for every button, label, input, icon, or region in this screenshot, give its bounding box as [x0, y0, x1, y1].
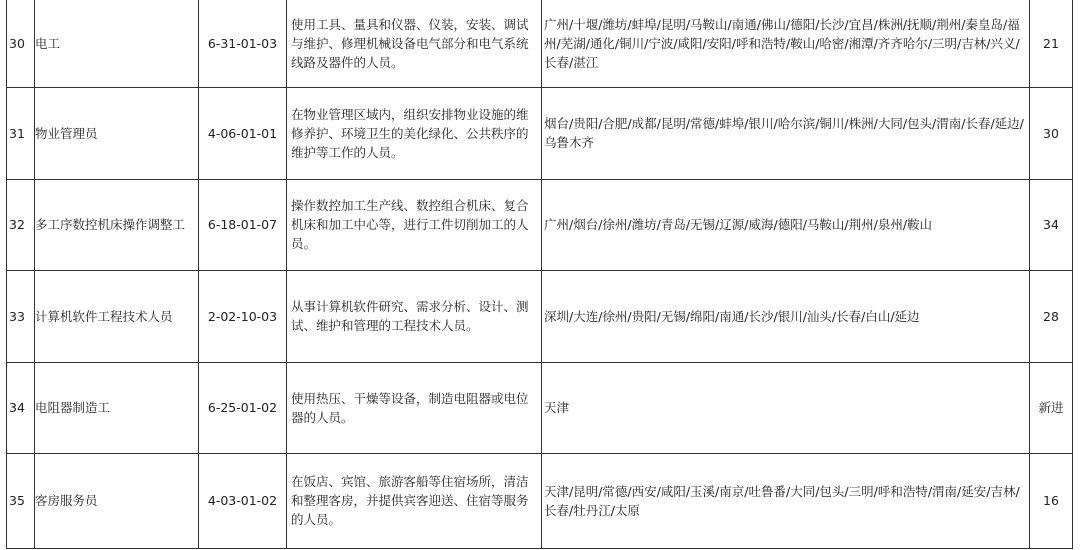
table-row: [7, 0, 1073, 87]
occupation-description: 从事计算机软件研究、需求分析、设计、测试、维护和管理的工程技术人员。: [287, 270, 542, 362]
occupation-name: 多工序数控机床操作调整工: [35, 179, 199, 270]
ranking-value: 30: [1030, 87, 1073, 179]
city-list: 深圳/大连/徐州/贵阳/无锡/绵阳/南通/长沙/银川/汕头/长春/白山/延边: [542, 270, 1030, 362]
city-list: 广州/十堰/潍坊/蚌埠/昆明/马鞍山/南通/佛山/德阳/长沙/宜昌/株洲/抚顺/荆州/秦皇岛/福州/芜湖/通化/铜川/宁波/咸阳/安阳/呼和浩特/鞍山/哈密/湘潭/齐齐哈尔/三明/吉林/兴义/长春/湛江: [542, 0, 1030, 87]
occupation-name: 计算机软件工程技术人员: [35, 270, 199, 362]
occupation-table-page: [6, 0, 1072, 548]
ranking-value: 21: [1030, 0, 1073, 87]
occupation-name: 客房服务员: [35, 453, 199, 548]
table-row: [7, 453, 1073, 548]
table-row: [7, 87, 1073, 179]
occupation-description: 在饭店、宾馆、旅游客船等住宿场所，清洁和整理客房，并提供宾客迎送、住宿等服务的人员。: [287, 453, 542, 548]
occupation-code: 4-03-01-02: [199, 453, 287, 548]
occupation-code: 6-31-01-03: [199, 0, 287, 87]
row-number: 34: [7, 362, 35, 453]
ranking-value: 34: [1030, 179, 1073, 270]
occupation-code: 6-18-01-07: [199, 179, 287, 270]
row-number: 31: [7, 87, 35, 179]
occupation-name: 电工: [35, 0, 199, 87]
ranking-value: 新进: [1030, 362, 1073, 453]
city-list: 广州/烟台/徐州/潍坊/青岛/无锡/辽源/威海/德阳/马鞍山/荆州/泉州/鞍山: [542, 179, 1030, 270]
occupation-description: 操作数控加工生产线、数控组合机床、复合机床和加工中心等，进行工件切削加工的人员。: [287, 179, 542, 270]
occupation-code: 6-25-01-02: [199, 362, 287, 453]
table-row: [7, 362, 1073, 453]
city-list: 天津/昆明/常德/西安/咸阳/玉溪/南京/吐鲁番/大同/包头/三明/呼和浩特/渭南/延安/吉林/长春/牡丹江/太原: [542, 453, 1030, 548]
occupation-description: 使用热压、干燥等设备，制造电阻器或电位器的人员。: [287, 362, 542, 453]
occupation-table: [6, 0, 1073, 549]
row-number: 32: [7, 179, 35, 270]
row-number: 30: [7, 0, 35, 87]
occupation-name: 物业管理员: [35, 87, 199, 179]
occupation-description: 使用工具、量具和仪器、仪装，安装、调试与维护、修理机械设备电气部分和电气系统线路及器件的人员。: [287, 0, 542, 87]
occupation-name: 电阻器制造工: [35, 362, 199, 453]
city-list: 烟台/贵阳/合肥/成都/昆明/常德/蚌埠/银川/哈尔滨/铜川/株洲/大同/包头/渭南/长春/延边/乌鲁木齐: [542, 87, 1030, 179]
row-number: 35: [7, 453, 35, 548]
city-list: 天津: [542, 362, 1030, 453]
occupation-code: 2-02-10-03: [199, 270, 287, 362]
row-number: 33: [7, 270, 35, 362]
occupation-code: 4-06-01-01: [199, 87, 287, 179]
occupation-description: 在物业管理区域内，组织安排物业设施的维修养护、环境卫生的美化绿化、公共秩序的维护等工作的人员。: [287, 87, 542, 179]
ranking-value: 16: [1030, 453, 1073, 548]
table-row: [7, 270, 1073, 362]
table-row: [7, 179, 1073, 270]
ranking-value: 28: [1030, 270, 1073, 362]
